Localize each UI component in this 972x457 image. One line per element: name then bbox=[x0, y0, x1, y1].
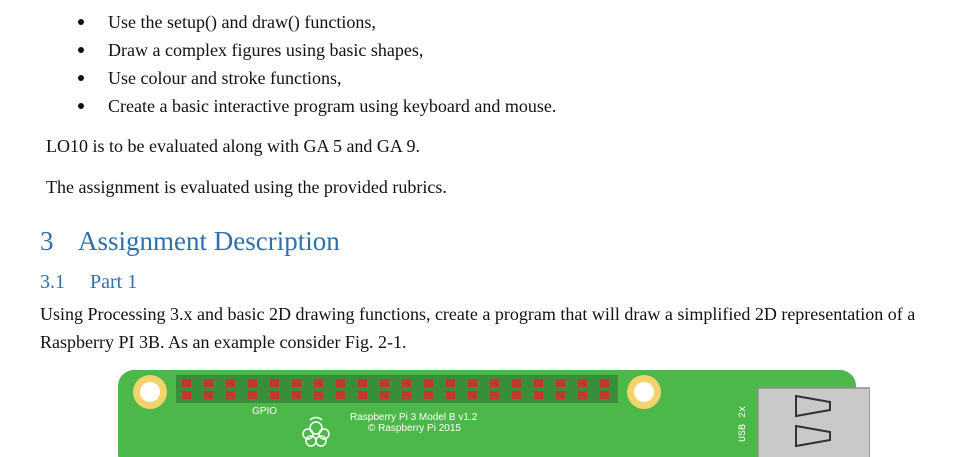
gpio-pin bbox=[490, 391, 499, 399]
gpio-pin bbox=[556, 391, 565, 399]
gpio-pin bbox=[556, 379, 565, 387]
gpio-pin bbox=[336, 379, 345, 387]
gpio-pin bbox=[446, 391, 455, 399]
subsection-heading bbox=[40, 271, 137, 294]
gpio-pin bbox=[380, 391, 389, 399]
section-number: 3 bbox=[40, 226, 54, 256]
body-paragraph: Using Processing 3.x and basic 2D drawing functions, create a program that will draw a simplified 2D representation of a Raspberry PI 3B. As an example consider Fig. 2-1. bbox=[40, 304, 916, 352]
gpio-pin bbox=[402, 391, 411, 399]
gpio-pin bbox=[534, 391, 543, 399]
gpio-pin bbox=[578, 391, 587, 399]
gpio-pin bbox=[270, 379, 279, 387]
mounting-hole-right-inner bbox=[634, 382, 654, 402]
gpio-pin bbox=[468, 379, 477, 387]
gpio-pin bbox=[204, 379, 213, 387]
gpio-pin bbox=[226, 379, 235, 387]
gpio-pin bbox=[248, 379, 257, 387]
bullet-icon bbox=[78, 19, 84, 25]
gpio-pin bbox=[314, 391, 323, 399]
model-text: Raspberry Pi 3 Model B v1.2 bbox=[350, 412, 478, 423]
list-item-text: Use the setup() and draw() functions, bbox=[108, 12, 376, 32]
lo10-paragraph: LO10 is to be evaluated along with GA 5 and GA 9. bbox=[46, 136, 420, 156]
gpio-pin bbox=[600, 391, 609, 399]
copyright-text: © Raspberry Pi 2015 bbox=[368, 423, 461, 434]
gpio-pin bbox=[182, 391, 191, 399]
gpio-pin bbox=[226, 391, 235, 399]
rubrics-paragraph: The assignment is evaluated using the provided rubrics. bbox=[46, 177, 447, 197]
raspberry-pi-figure bbox=[118, 370, 870, 457]
gpio-pin bbox=[336, 391, 345, 399]
gpio-pin bbox=[248, 391, 257, 399]
bullet-icon bbox=[78, 75, 84, 81]
usb-label: USB 2x bbox=[738, 405, 749, 442]
gpio-pin bbox=[512, 379, 521, 387]
bullet-icon bbox=[78, 103, 84, 109]
gpio-label: GPIO bbox=[252, 406, 278, 417]
gpio-pin bbox=[314, 379, 323, 387]
gpio-pin bbox=[358, 391, 367, 399]
subsection-title: Part 1 bbox=[90, 271, 138, 293]
list-item-text: Draw a complex figures using basic shapes, bbox=[108, 40, 424, 60]
gpio-pin bbox=[182, 379, 191, 387]
section-title: Assignment Description bbox=[78, 226, 340, 256]
gpio-pin bbox=[600, 379, 609, 387]
gpio-pin bbox=[292, 391, 301, 399]
gpio-pin bbox=[512, 391, 521, 399]
gpio-pin bbox=[424, 391, 433, 399]
section-heading bbox=[40, 226, 340, 257]
list-item-text: Use colour and stroke functions, bbox=[108, 68, 342, 88]
gpio-pin bbox=[380, 379, 389, 387]
gpio-pin bbox=[270, 391, 279, 399]
gpio-header bbox=[176, 375, 618, 403]
mounting-hole-left-inner bbox=[140, 382, 160, 402]
subsection-number: 3.1 bbox=[40, 271, 65, 293]
gpio-pin bbox=[578, 379, 587, 387]
bullet-icon bbox=[78, 47, 84, 53]
gpio-pin bbox=[358, 379, 367, 387]
gpio-pin bbox=[292, 379, 301, 387]
list-item-text: Create a basic interactive program using keyboard and mouse. bbox=[108, 96, 557, 116]
gpio-pin bbox=[468, 391, 477, 399]
gpio-pin bbox=[204, 391, 213, 399]
gpio-pin bbox=[402, 379, 411, 387]
gpio-pin bbox=[534, 379, 543, 387]
gpio-pin bbox=[446, 379, 455, 387]
gpio-pin bbox=[490, 379, 499, 387]
gpio-pin bbox=[424, 379, 433, 387]
